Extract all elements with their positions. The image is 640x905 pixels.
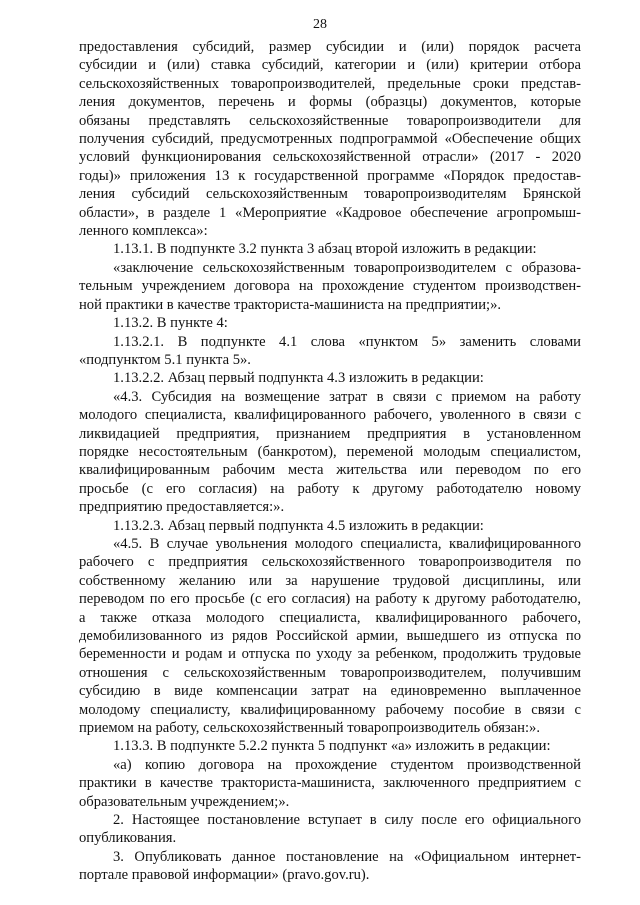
text-line: «подпунктом 5.1 пункта 5».: [79, 351, 251, 368]
text-line: отношения с сельскохозяйственным товаропроизводителем, получившим: [79, 664, 581, 681]
text-line: переводом по его просьбе (с его согласия) на работу к другому работодателю,: [79, 591, 581, 608]
text-line: «а) копию договора на прохождение студентом производственной: [113, 756, 581, 773]
text-line: рабочего с предприятия сельскохозяйственного товаропроизводителя по: [79, 554, 581, 571]
paragraph-p-1-13-2-3: [79, 517, 581, 535]
text-line: 2. Настоящее постановление вступает в силу после его официального: [113, 812, 581, 829]
text-line: 1.13.2. В пункте 4:: [113, 315, 228, 332]
text-line: образовательным учреждением;».: [79, 793, 290, 810]
text-line: 1.13.3. В подпункте 5.2.2 пункта 5 подпункт «а» изложить в редакции:: [113, 738, 551, 755]
text-line: молодому специалисту, квалифицированному рабочему пособие в связи с: [79, 701, 581, 718]
text-line: практики в качестве тракториста-машиниста, заключенного предприятием с: [79, 775, 581, 792]
text-line: сельскохозяйственных товаропроизводителей, предельные сроки представ-: [79, 75, 581, 92]
text-line: «4.5. В случае увольнения молодого специалиста, квалифицированного: [113, 535, 581, 552]
text-line: 1.13.2.2. Абзац первый подпункта 4.3 изложить в редакции:: [113, 370, 484, 387]
text-line: молодого специалиста, квалифицированного рабочего, уволенного в связи с: [79, 407, 581, 424]
text-line: области», в разделе 1 «Мероприятие «Кадровое обеспечение агропромыш-: [79, 204, 581, 221]
paragraph-p-3: [79, 848, 581, 885]
paragraph-p-1-13-1: [79, 240, 581, 258]
paragraph-p-1-13-3: [79, 737, 581, 755]
document-body: [79, 38, 581, 885]
text-line: порядке несостоятельным (банкротом), переменой молодым специалистом,: [79, 443, 581, 460]
paragraph-p-4-3: [79, 388, 581, 517]
text-line: портале правовой информации» (pravo.gov.ru).: [79, 867, 370, 884]
paragraph-p-1-13-2-2: [79, 369, 581, 387]
paragraph-p-a: [79, 756, 581, 811]
text-line: предоставления субсидий, размер субсидии и (или) порядок расчета: [79, 39, 581, 55]
text-line: приемом на работу, сельскохозяйственный товаропроизводитель обязан:».: [79, 720, 540, 737]
text-line: ления субсидий сельскохозяйственным товаропроизводителям Брянской: [79, 186, 581, 203]
text-line: обязаны представлять сельскохозяйственные товаропроизводители для: [79, 112, 581, 129]
page-number: 28: [313, 17, 327, 32]
text-line: субсидию в виде компенсации затрат на единовременно выплаченное: [79, 683, 581, 700]
text-line: 1.13.2.1. В подпункте 4.1 слова «пунктом 5» заменить словами: [113, 333, 581, 350]
paragraph-p-intro: [79, 38, 581, 240]
text-line: «4.3. Субсидия на возмещение затрат в связи с приемом на работу: [113, 388, 581, 405]
text-line: субсидии и (или) ставка субсидий, категории и (или) критерии отбора: [79, 57, 581, 74]
text-line: ликвидацией предприятия, признанием предприятия в установленном: [79, 425, 581, 442]
text-line: условий функционирования сельскохозяйственной отрасли» (2017 - 2020: [79, 149, 581, 166]
text-line: опубликования.: [79, 830, 177, 847]
paragraph-p-1-13-1-text: [79, 259, 581, 314]
text-line: ной практики в качестве тракториста-машиниста на предприятии;».: [79, 296, 502, 313]
text-line: тельным учреждением договора на прохождение студентом производствен-: [79, 278, 581, 295]
text-line: просьбе (с его согласия) на работу к другому работодателю новому: [79, 480, 581, 497]
text-line: ления документов, перечень и формы (образцы) документов, которые: [79, 94, 581, 111]
text-line: беременности и родам и отпуска по уходу за ребенком, продолжить трудовые: [79, 646, 581, 663]
paragraph-p-1-13-2: [79, 314, 581, 332]
text-line: ленного комплекса»:: [79, 223, 208, 240]
text-line: годы)» приложения 13 к государственной программе «Порядок предостав-: [79, 167, 581, 184]
text-line: 1.13.1. В подпункте 3.2 пункта 3 абзац второй изложить в редакции:: [113, 241, 537, 258]
text-line: предприятию предоставляется:».: [79, 499, 285, 516]
text-line: получения субсидий, предусмотренных подпрограммой «Обеспечение общих: [79, 131, 581, 148]
paragraph-p-4-5: [79, 535, 581, 737]
text-line: «заключение сельскохозяйственным товаропроизводителем с образова-: [113, 259, 581, 276]
text-line: собственному желанию или за нарушение трудовой дисциплины, или: [79, 572, 581, 589]
paragraph-p-2: [79, 811, 581, 848]
paragraph-p-1-13-2-1: [79, 333, 581, 370]
text-line: 3. Опубликовать данное постановление на «Официальном интернет-: [113, 848, 581, 865]
text-line: демобилизованного из рядов Российской армии, вышедшего из отпуска по: [79, 628, 581, 644]
text-line: квалифицированным рабочим места жительства или переводом по его: [79, 462, 581, 479]
text-line: а также отказа молодого специалиста, квалифицированного рабочего,: [79, 609, 581, 626]
text-line: 1.13.2.3. Абзац первый подпункта 4.5 изложить в редакции:: [113, 517, 484, 534]
